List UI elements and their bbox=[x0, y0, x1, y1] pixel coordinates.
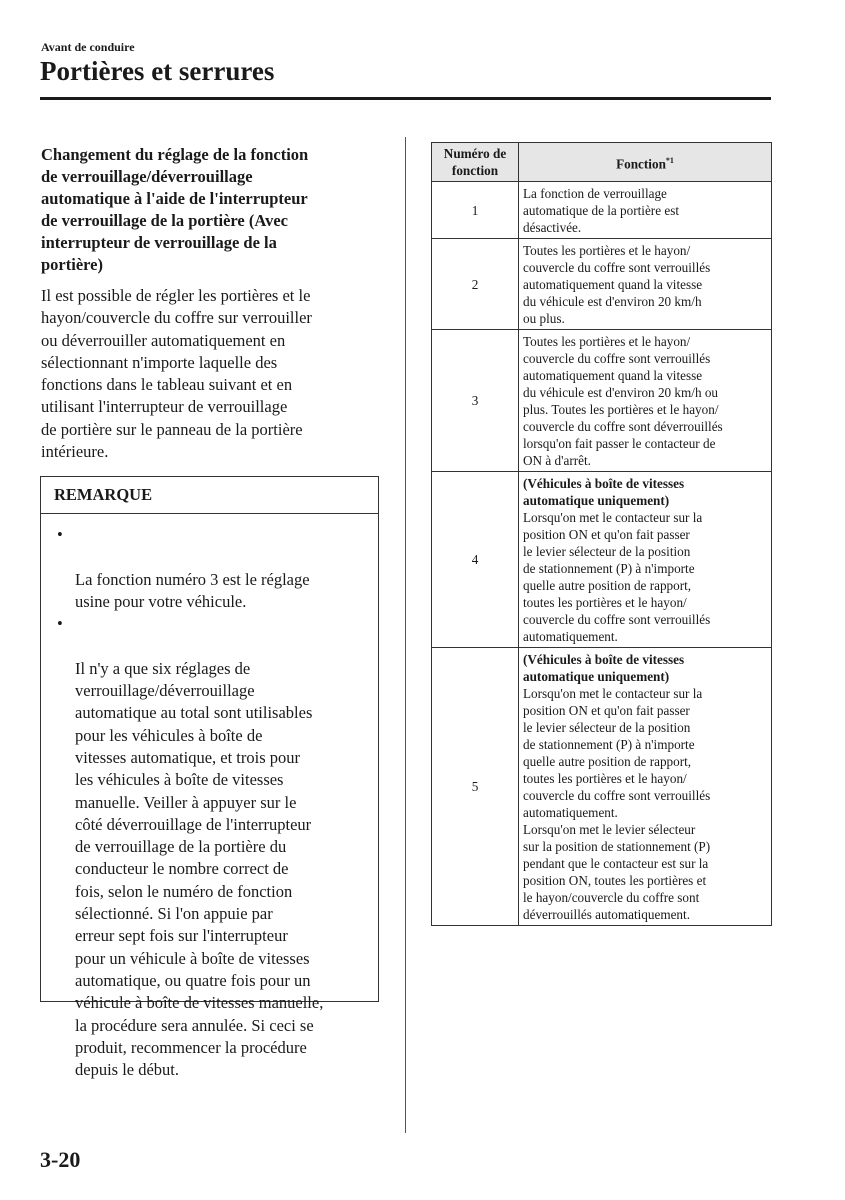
row-number: 3 bbox=[432, 330, 519, 472]
row-function-condition: (Véhicules à boîte de vitesses automatique uniquement) bbox=[523, 476, 685, 508]
note-item-text: Il n'y a que six réglages de verrouillage/déverrouillage automatique au total sont utilisables pour les véhicules à boîte de vitesses automatique, et trois pour les véhicules à boîte de vitesses manuelle. Veiller à appuyer sur le côté déverrouillage de l'interrupteur de verrouillage de la portière du conducteur le nombre correct de fois, selon le numéro de fonction sélectionné. Si l'on appuie par erreur sept fois sur l'interrupteur pour un véhicule à boîte de vitesses automatique, ou quatre fois pour un véhicule à boîte de vitesses manuelle, la procédure sera annulée. Si ceci se produit, recommencer la procédure depuis le début. bbox=[75, 658, 324, 1080]
table-row bbox=[432, 330, 772, 472]
table-row bbox=[432, 472, 772, 648]
header-function-footnote: *1 bbox=[665, 155, 674, 165]
note-item bbox=[57, 613, 372, 1081]
table-header-row bbox=[432, 143, 772, 182]
row-function bbox=[519, 472, 772, 648]
note-title: REMARQUE bbox=[41, 477, 378, 514]
header-function-label: Fonction bbox=[616, 156, 666, 172]
page-title: Portières et serrures bbox=[40, 56, 275, 86]
table-row bbox=[432, 239, 772, 330]
row-function bbox=[519, 239, 772, 330]
bullet-icon: • bbox=[57, 525, 63, 544]
row-function-text: Lorsqu'on met le contacteur sur la position ON et qu'on fait passer le levier sélecteur de la position de stationnement (P) à n'importe quelle autre position de rapport, toutes les portières et le hayon/ couvercle du coffre sont verrouillés automatiquement. bbox=[523, 510, 711, 644]
note-box bbox=[40, 476, 379, 1080]
page-number: 3-20 bbox=[40, 1147, 81, 1172]
table-row bbox=[432, 182, 772, 239]
section-label: Avant de conduire bbox=[41, 40, 135, 54]
row-number: 5 bbox=[432, 648, 519, 926]
note-item bbox=[57, 524, 372, 613]
left-column bbox=[41, 144, 383, 463]
header-function bbox=[519, 143, 772, 182]
function-table bbox=[431, 142, 772, 926]
row-function bbox=[519, 648, 772, 926]
row-function bbox=[519, 182, 772, 239]
bullet-icon: • bbox=[57, 614, 63, 634]
row-function-text: Toutes les portières et le hayon/ couvercle du coffre sont verrouillés automatiquement quand la vitesse du véhicule est d'environ 20 km/h ou plus. Toutes les portières et le hayon/ couvercle du coffre sont déverrouillés lorsqu'on fait passer le contacteur de ON à d'arrêt. bbox=[523, 334, 723, 468]
subheading: Changement du réglage de la fonction de verrouillage/déverrouillage automatique à l'aide de l'interrupteur de verrouillage de la portière (Avec interrupteur de verrouillage de la portière) bbox=[41, 145, 309, 274]
note-list bbox=[41, 514, 378, 1081]
row-number: 4 bbox=[432, 472, 519, 648]
header-number: Numéro de fonction bbox=[432, 143, 519, 182]
row-function-text: La fonction de verrouillage automatique de la portière est désactivée. bbox=[523, 186, 679, 235]
note-item-text: La fonction numéro 3 est le réglage usine pour votre véhicule. bbox=[75, 569, 310, 611]
row-function-text: Lorsqu'on met le contacteur sur la position ON et qu'on fait passer le levier sélecteur de la position de stationnement (P) à n'importe quelle autre position de rapport, toutes les portières et le hayon/ couvercle du coffre sont verrouillés automatiquement. Lorsqu'on met le levier sélecteur sur la position de stationnement (P) pendant que le contacteur est sur la position ON, toutes les portières et le hayon/couvercle du coffre sont déverrouillés automatiquement. bbox=[523, 686, 711, 922]
row-function-text: Toutes les portières et le hayon/ couvercle du coffre sont verrouillés automatiquement quand la vitesse du véhicule est d'environ 20 km/h ou plus. bbox=[523, 243, 711, 326]
table-row bbox=[432, 648, 772, 926]
row-function bbox=[519, 330, 772, 472]
title-rule bbox=[40, 97, 771, 100]
row-number: 1 bbox=[432, 182, 519, 239]
column-divider bbox=[405, 137, 406, 1133]
intro-paragraph: Il est possible de régler les portières et le hayon/couvercle du coffre sur verrouiller ou déverrouiller automatiquement en sélectionnant n'importe laquelle des fonctions dans le tableau suivant et en utilisant l'interrupteur de verrouillage de portière sur le panneau de la portière intérieure. bbox=[41, 286, 312, 462]
row-number: 2 bbox=[432, 239, 519, 330]
row-function-condition: (Véhicules à boîte de vitesses automatique uniquement) bbox=[523, 652, 685, 684]
